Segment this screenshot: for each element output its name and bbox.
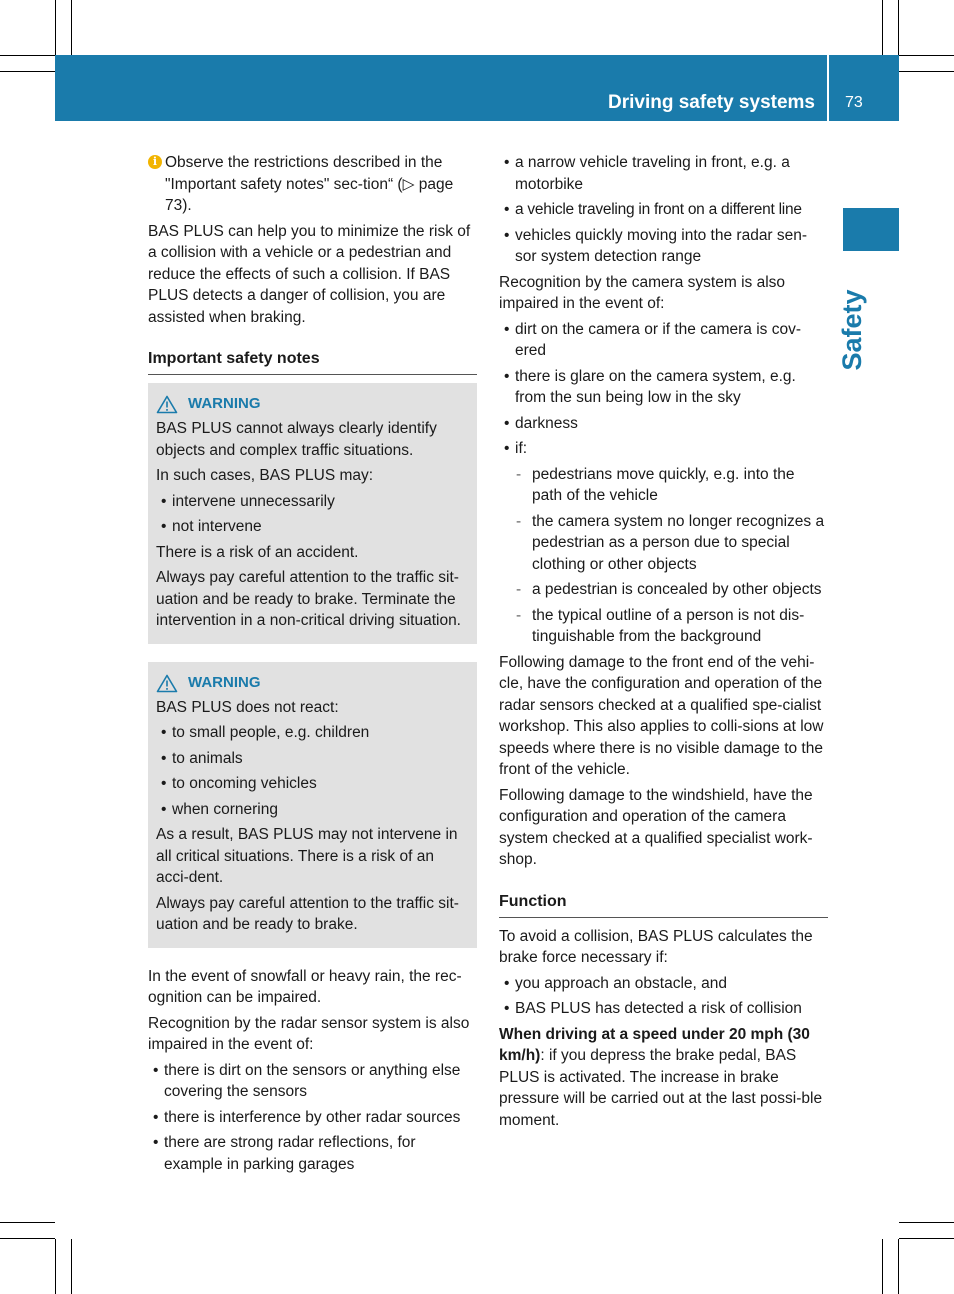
crop-mark (71, 1239, 72, 1294)
list-item: - the typical outline of a person is not dis-tinguishable from the background (515, 605, 828, 648)
crop-mark (0, 71, 55, 72)
warning-bullet-list (156, 491, 470, 538)
chapter-label (837, 289, 867, 371)
list-item: • dirt on the camera or if the camera is cov-ered (499, 319, 828, 362)
right-column (499, 152, 828, 1135)
camera-bullet-list (499, 319, 828, 460)
list-item: - pedestrians move quickly, e.g. into the path of the vehicle (515, 464, 828, 507)
intro-paragraph: BAS PLUS can help you to minimize the risk of a collision with a vehicle or a pedestrian and reduce the effects of such a collision. If BAS PLUS detects a danger of collision, you are assisted when braking. (148, 222, 471, 326)
crop-mark (71, 0, 72, 55)
list-item: - the camera system no longer recognizes a pedestrian as a person due to special clothing or other objects (515, 511, 828, 576)
warning-label: WARNING (188, 673, 261, 691)
warning-box-2 (148, 662, 477, 948)
warning-bullet-list (156, 722, 470, 820)
header-divider (827, 55, 829, 121)
list-item: • there is dirt on the sensors or anything else covering the sensors (148, 1060, 477, 1103)
speed-paragraph (499, 1024, 828, 1132)
if-sub-list (499, 464, 828, 648)
list-item: • to small people, e.g. children (156, 722, 470, 744)
list-item: • not intervene (156, 516, 470, 538)
crop-mark (899, 1238, 954, 1239)
warning-triangle-icon (156, 395, 178, 414)
left-column (148, 152, 477, 1179)
crop-mark (898, 0, 899, 55)
heading-function: Function (499, 891, 828, 918)
list-item: • a vehicle traveling in front on a different line (499, 199, 828, 221)
heading-important-safety-notes: Important safety notes (148, 348, 477, 375)
list-item: • darkness (499, 413, 828, 435)
crop-mark (899, 71, 954, 72)
warning-text: As a result, BAS PLUS may not intervene in all critical situations. There is a risk of an acci-dent. (156, 826, 458, 886)
list-item: • vehicles quickly moving into the radar sen-sor system detection range (499, 225, 828, 268)
warning-text: BAS PLUS cannot always clearly identify objects and complex traffic situations. (156, 420, 437, 459)
crop-mark (0, 55, 55, 56)
info-note (148, 152, 477, 217)
warning-text: In such cases, BAS PLUS may: (156, 467, 374, 484)
crop-mark (55, 0, 56, 55)
speed-condition: When driving at a speed under 20 mph (30 km/h) (499, 1025, 810, 1064)
list-item: - a pedestrian is concealed by other objects (515, 579, 828, 601)
snow-paragraph: In the event of snowfall or heavy rain, the rec-ognition can be impaired. (148, 967, 462, 1006)
page-header (55, 55, 899, 121)
warning-text: Always pay careful attention to the traffic sit-uation and be ready to brake. (156, 894, 459, 933)
radar-paragraph: Recognition by the radar sensor system is also impaired in the event of: (148, 1014, 470, 1053)
page-ref-arrow-icon: ▷ (402, 175, 415, 193)
list-item: • if: (499, 438, 828, 460)
warning-label: WARNING (188, 395, 261, 412)
speed-description: : if you depress the brake pedal, BAS PLUS is activated. The increase in brake pressure will be carried out at the last possi-ble moment. (499, 1047, 823, 1129)
crop-mark (0, 1222, 55, 1223)
list-item: • to oncoming vehicles (156, 773, 470, 795)
warning-text: Always pay careful attention to the traffic sit-uation and be ready to brake. Terminate the intervention in a non-critical driving situation. (156, 569, 461, 629)
list-item: • BAS PLUS has detected a risk of collision (499, 998, 828, 1020)
crop-mark (882, 0, 883, 55)
chapter-label-text: Safety (837, 289, 867, 371)
list-item: • a narrow vehicle traveling in front, e.g. a motorbike (499, 152, 828, 195)
warning-text: There is a risk of an accident. (156, 543, 359, 561)
page-number: 73 (845, 94, 863, 111)
windshield-damage-paragraph: Following damage to the windshield, have the configuration and operation of the camera system checked at a qualified specialist work-shop. (499, 786, 813, 868)
front-damage-paragraph: Following damage to the front end of the vehi-cle, have the configuration and operation of the radar sensors checked at a qualified spe-cialist workshop. This also applies to colli-sions at low speeds where there is no visible damage to the front of the vehicle. (499, 653, 824, 778)
crop-mark (899, 1222, 954, 1223)
info-note-text-a: Observe the restrictions described in the "Important safety notes" sec-tion“ ( (165, 154, 443, 193)
info-note-text-b: page 73). (165, 175, 454, 214)
list-item: • there is glare on the camera system, e.g. from the sun being low in the sky (499, 366, 828, 409)
radar-bullet-list (148, 1060, 477, 1176)
list-item: • you approach an obstacle, and (499, 973, 828, 995)
list-item: • when cornering (156, 799, 470, 821)
list-item: • intervene unnecessarily (156, 491, 470, 513)
crop-mark (898, 1239, 899, 1294)
warning-header (156, 672, 470, 694)
list-item: • there is interference by other radar sources (148, 1107, 477, 1129)
radar-bullet-list-continued (499, 152, 828, 268)
info-icon: i (148, 155, 162, 169)
warning-header (156, 393, 470, 415)
crop-mark (0, 1238, 55, 1239)
camera-paragraph: Recognition by the camera system is also impaired in the event of: (499, 273, 786, 312)
warning-triangle-icon (156, 674, 178, 693)
crop-mark (55, 1239, 56, 1294)
warning-box-1 (148, 383, 477, 644)
list-item: • there are strong radar reflections, for example in parking garages (148, 1132, 477, 1175)
function-bullet-list (499, 973, 828, 1020)
warning-text: BAS PLUS does not react: (156, 698, 339, 716)
chapter-tab (843, 208, 899, 251)
crop-mark (899, 55, 954, 56)
section-title: Driving safety systems (608, 92, 815, 113)
function-paragraph: To avoid a collision, BAS PLUS calculates the brake force necessary if: (499, 927, 813, 966)
crop-mark (882, 1239, 883, 1294)
list-item: • to animals (156, 748, 470, 770)
